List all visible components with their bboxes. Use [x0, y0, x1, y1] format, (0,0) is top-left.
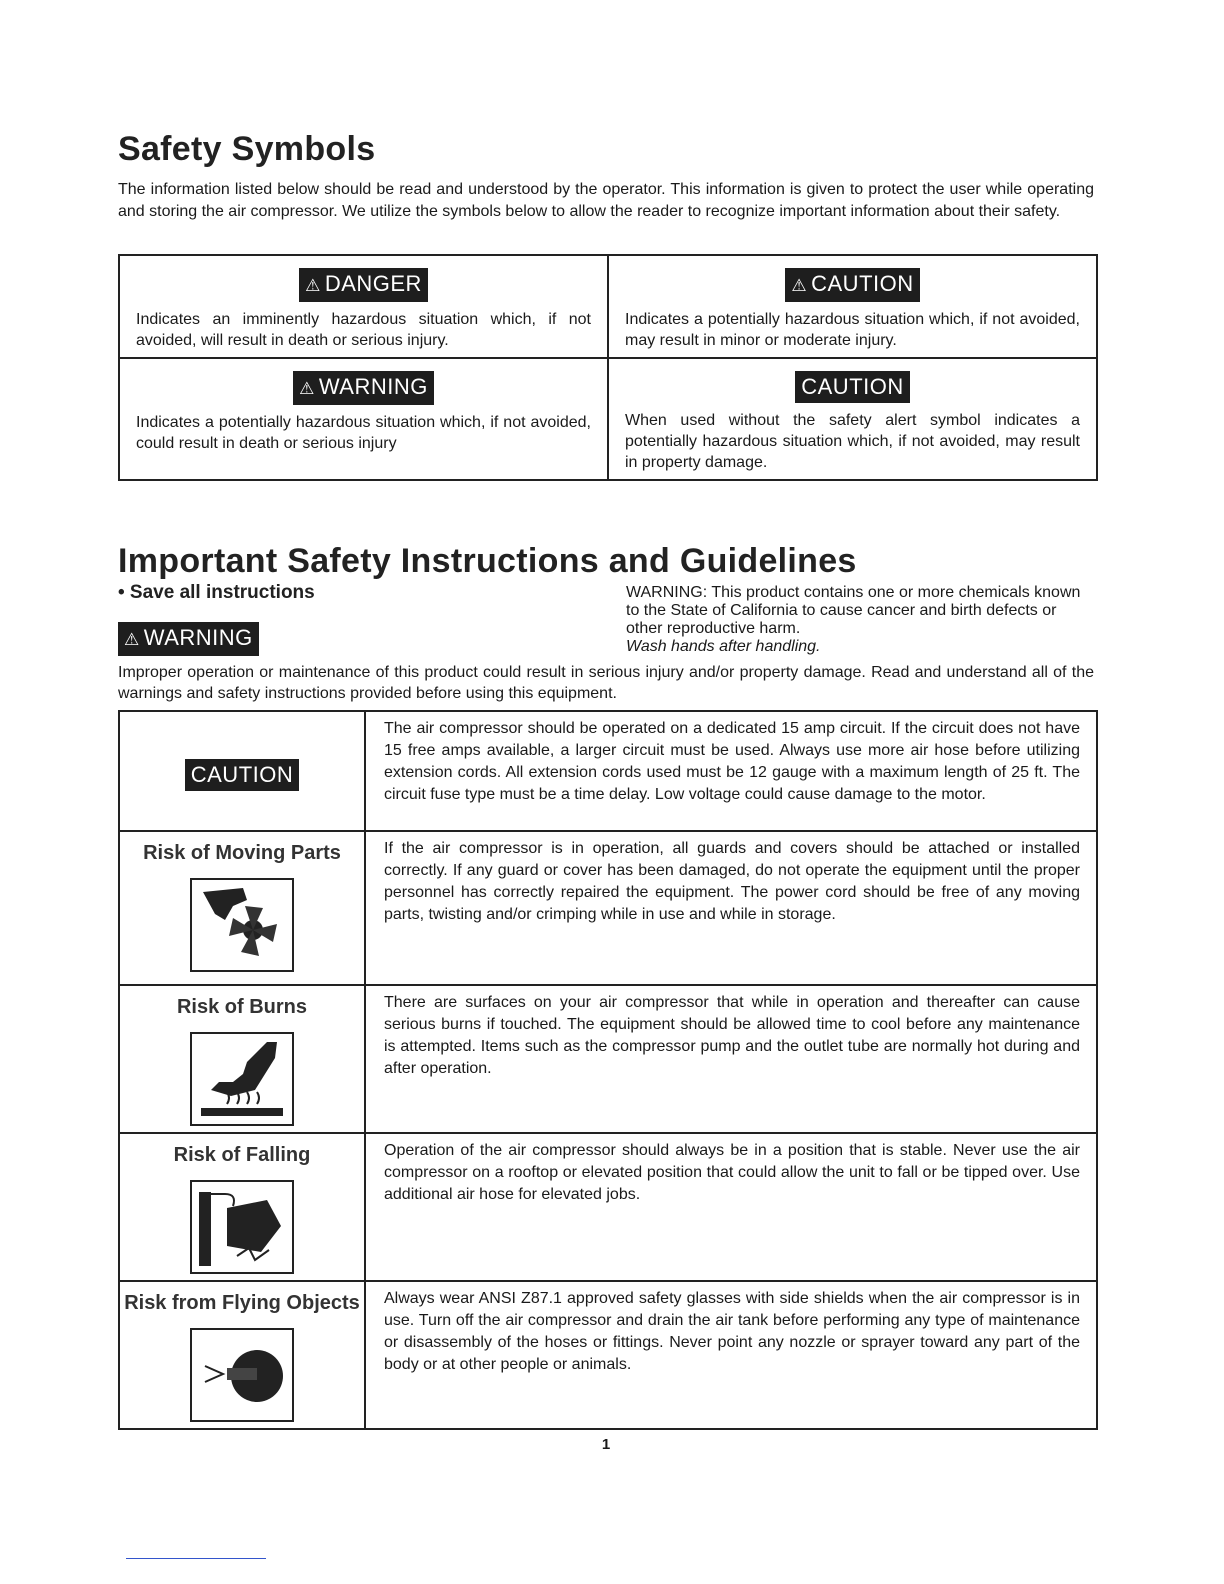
- risk-title: Risk from Flying Objects: [124, 1292, 360, 1314]
- caution-badge: ⚠ CAUTION: [785, 268, 919, 302]
- symbol-description: When used without the safety alert symbol indicates a potentially hazardous situation which, if not avoided, may result in property damage.: [625, 412, 1080, 471]
- danger-badge: ⚠ DANGER: [299, 268, 428, 302]
- section-title: Important Safety Instructions and Guidelines: [118, 542, 857, 580]
- warning-badge: ⚠ WARNING: [293, 371, 434, 405]
- page-number: 1: [601, 1436, 611, 1453]
- flying-objects-icon: [190, 1328, 294, 1422]
- risk-moving-parts-cell: [119, 831, 365, 985]
- alert-triangle-icon: ⚠: [299, 379, 315, 398]
- symbol-cell-warning: [119, 358, 608, 480]
- alert-triangle-icon: ⚠: [124, 630, 140, 649]
- moving-parts-icon: [190, 878, 294, 972]
- risk-title: Risk of Burns: [176, 996, 308, 1018]
- risk-falling-cell: [119, 1133, 365, 1281]
- risk-text: The air compressor should be operated on a dedicated 15 amp circuit. If the circuit does not have 15 free amps available, a larger circuit must be used. Always use more air hose before utilizing extension cords. All extension cords used must be 12 gauge with a maximum length of 25 ft. The circuit fuse type must be a time delay. Low voltage could cause damage to the motor.: [365, 711, 1097, 831]
- risk-text: Always wear ANSI Z87.1 approved safety glasses with side shields when the air compressor is in use. Turn off the air compressor and drain the air tank before performing any type of maintenance or disassembly of the hoses or fittings. Never point any nozzle or sprayer toward any part of the body or at other people or animals.: [365, 1281, 1097, 1429]
- prop65-warning: WARNING: This product contains one or more chemicals known to the State of California to cause cancer and birth defects or other reproductive harm. Wash hands after handling.: [626, 584, 1081, 655]
- save-instructions: • Save all instructions: [118, 582, 315, 603]
- symbol-description: Indicates an imminently hazardous situation which, if not avoided, will result in death or serious injury.: [136, 311, 591, 349]
- symbol-cell-danger: [119, 255, 608, 358]
- falling-icon: [190, 1180, 294, 1274]
- risk-caution-cell: [119, 711, 365, 831]
- alert-triangle-icon: ⚠: [791, 276, 808, 295]
- symbol-description: Indicates a potentially hazardous situation which, if not avoided, may result in minor or moderate injury.: [625, 311, 1080, 349]
- caution-badge: CAUTION: [795, 371, 910, 403]
- risk-title: Risk of Moving Parts: [143, 842, 341, 864]
- footer-rule: [126, 1558, 266, 1559]
- caution-badge: CAUTION: [185, 759, 300, 791]
- symbol-cell-caution: [608, 358, 1097, 480]
- improper-operation-paragraph: Improper operation or maintenance of this product could result in serious injury and/or property damage. Read and understand all of the warnings and safety instructions provided before using this equipment.: [118, 664, 1094, 702]
- safety-symbols-table: [118, 254, 1098, 481]
- symbol-description: Indicates a potentially hazardous situation which, if not avoided, could result in death or serious injury: [136, 414, 591, 452]
- page-title: Safety Symbols: [118, 130, 376, 168]
- risk-flying-objects-cell: [119, 1281, 365, 1429]
- burn-icon: [190, 1032, 294, 1126]
- alert-triangle-icon: ⚠: [305, 276, 321, 295]
- warning-badge: ⚠ WARNING: [118, 622, 259, 656]
- risk-text: If the air compressor is in operation, all guards and covers should be attached or installed correctly. If any guard or cover has been damaged, do not operate the equipment until the proper personnel has correctly repaired the equipment. The power cord should be free of any moving parts, twisting and/or crimping while in use and while in storage.: [365, 831, 1097, 985]
- intro-paragraph: The information listed below should be read and understood by the operator. This information is given to protect the user while operating and storing the air compressor. We utilize the symbols below to allow the reader to recognize important information about their safety.: [118, 181, 1094, 220]
- risk-title: Risk of Falling: [173, 1144, 311, 1166]
- risk-table: [118, 710, 1098, 1430]
- risk-text: There are surfaces on your air compressor that while in operation and thereafter can cause serious burns if touched. The equipment should be allowed time to cool before any maintenance is attempted. Items such as the compressor pump and the outlet tube are normally hot during and after operation.: [365, 985, 1097, 1133]
- symbol-cell-caution-alert: [608, 255, 1097, 358]
- risk-burns-cell: [119, 985, 365, 1133]
- risk-text: Operation of the air compressor should always be in a position that is stable. Never use the air compressor on a rooftop or elevated position that could allow the unit to fall or be tipped over. Use additional air hose for elevated jobs.: [365, 1133, 1097, 1281]
